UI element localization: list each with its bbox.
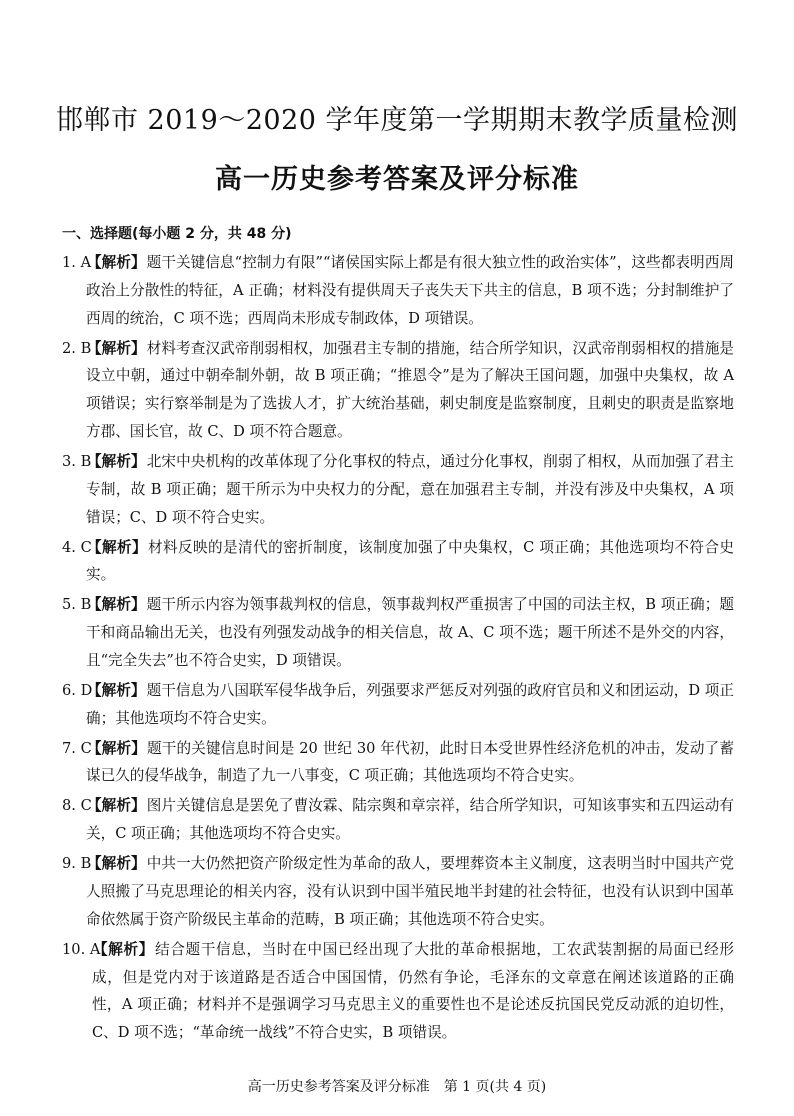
- analysis-tag: 【解析】: [87, 855, 146, 873]
- answer-item-1: [62, 249, 734, 332]
- page-footer: 高一历史参考答案及评分标准 第 1 页(共 4 页): [247, 1079, 547, 1095]
- answer-number: 10. A: [62, 940, 101, 958]
- answer-item-6: [62, 677, 734, 733]
- exam-title: 邯郸市 2019～2020 学年度第一学期期末教学质量检测: [55, 105, 739, 136]
- answer-item-4: [62, 534, 734, 590]
- answer-body: [86, 677, 734, 733]
- answer-number: 2. B: [62, 339, 92, 357]
- answer-number: 4. C: [62, 538, 92, 556]
- analysis-tag: 【解析】: [87, 452, 146, 470]
- analysis-tag: 【解析】: [87, 739, 146, 757]
- analysis-tag: 【解析】: [87, 254, 146, 271]
- analysis-tag: 【解析】: [87, 339, 146, 357]
- document-subtitle: 高一历史参考答案及评分标准: [215, 164, 579, 195]
- analysis-text: 图片关键信息是罢免了曹汝霖、陆宗舆和章宗祥，结合所学知识，可知该事实和五四运动有关，C 项正确；其他选项均不符合史实。: [86, 797, 734, 843]
- analysis-text: 题干关键信息“控制力有限”“诸侯国实际上都是有很大独立性的政治实体”，这些都表明西周政治上分散性的特征，A 正确；材料没有提供周天子丧失天下共主的信息，B 项不选；分封制维护了西周的统治，C 项不选；西周尚未形成专制政体，D 项错误。: [86, 254, 734, 327]
- answer-item-3: [62, 448, 734, 531]
- answer-body: [86, 591, 734, 674]
- analysis-tag: 【解析】: [87, 538, 148, 556]
- section-heading: 一、选择题(每小题 2 分，共 48 分): [62, 226, 292, 242]
- answer-list: [62, 249, 734, 1049]
- answer-number: 6. D: [62, 681, 93, 699]
- answer-number: 9. B: [62, 855, 92, 873]
- analysis-tag: 【解析】: [87, 596, 146, 614]
- analysis-text: 中共一大仍然把资产阶级定性为革命的敌人，要埋葬资本主义制度，这表明当时中国共产党人照搬了马克思理论的相关内容，没有认识到中国半殖民地半封建的社会特征，也没有认识到中国革命依然属于资产阶级民主革命的范畴，B 项正确；其他选项不符合史实。: [86, 855, 734, 928]
- answer-item-5: [62, 591, 734, 674]
- analysis-text: 北宋中央机构的改革体现了分化事权的特点，通过分化事权，削弱了相权，从而加强了君主专制，故 B 项正确；题干所示为中央权力的分配，意在加强君主专制，并没有涉及中央集权，A 项错误；C、D 项不符合史实。: [86, 452, 734, 526]
- analysis-text: 题干的关键信息时间是 20 世纪 30 年代初，此时日本受世界性经济危机的冲击，发动了蓄谋已久的侵华战争，制造了九一八事变，C 项正确；其他选项均不符合史实。: [86, 739, 734, 785]
- answer-body: [86, 735, 734, 791]
- analysis-text: 结合题干信息，当时在中国已经出现了大批的革命根据地，工农武装割据的局面已经形成，但是党内对于该道路是否适合中国国情，仍然有争论，毛泽东的文章意在阐述该道路的正确性，A 项正确；材料并不是强调学习马克思主义的重要性也不是论述反抗国民党反动派的迫切性，C、D 项不选；“革命统一战线”不符合史实，B 项错误。: [92, 940, 734, 1042]
- analysis-text: 材料考查汉武帝削弱相权，加强君主专制的措施，结合所学知识，汉武帝削弱相权的措施是设立中朝，通过中朝牵制外朝，故 B 项正确；“推恩令”是为了解决王国问题，加强中央集权，故 A 项错误；实行察举制是为了选拔人才，扩大统治基础，刺史制度是监察制度，且刺史的职责是监察地方郡、国长官，故 C、D 项不符合题意。: [86, 339, 734, 440]
- answer-item-8: [62, 792, 734, 848]
- analysis-text: 材料反映的是清代的密折制度，该制度加强了中央集权，C 项正确；其他选项均不符合史实。: [86, 538, 734, 584]
- answer-item-10: [62, 936, 734, 1047]
- answer-item-2: [62, 335, 734, 446]
- answer-body: [86, 850, 734, 933]
- analysis-text: 题干所示内容为领事裁判权的信息，领事裁判权严重损害了中国的司法主权，B 项正确；题干和商品输出无关，也没有列强发动战争的相关信息，故 A、C 项不选；题干所述不是外交的内容，且“完全失去”也不符合史实，D 项错误。: [86, 596, 734, 669]
- analysis-tag: 【解析】: [87, 797, 146, 815]
- answer-body: [86, 792, 734, 848]
- answer-item-7: [62, 735, 734, 791]
- answer-body: [86, 335, 734, 446]
- answer-item-9: [62, 850, 734, 933]
- analysis-tag: 【解析】: [87, 681, 146, 699]
- answer-number: 7. C: [62, 739, 92, 757]
- answer-body: [86, 534, 734, 590]
- answer-body: [92, 936, 734, 1047]
- answer-number: 5. B: [62, 596, 92, 614]
- answer-number: 3. B: [62, 452, 92, 470]
- analysis-text: 题干信息为八国联军侵华战争后，列强要求严惩反对列强的政府官员和义和团运动，D 项正确；其他选项均不符合史实。: [86, 681, 734, 727]
- answer-number: 8. C: [62, 797, 92, 815]
- answer-number: 1. A: [62, 254, 92, 271]
- answer-body: [86, 249, 734, 332]
- answer-body: [86, 448, 734, 531]
- analysis-tag: 【解析】: [93, 940, 155, 958]
